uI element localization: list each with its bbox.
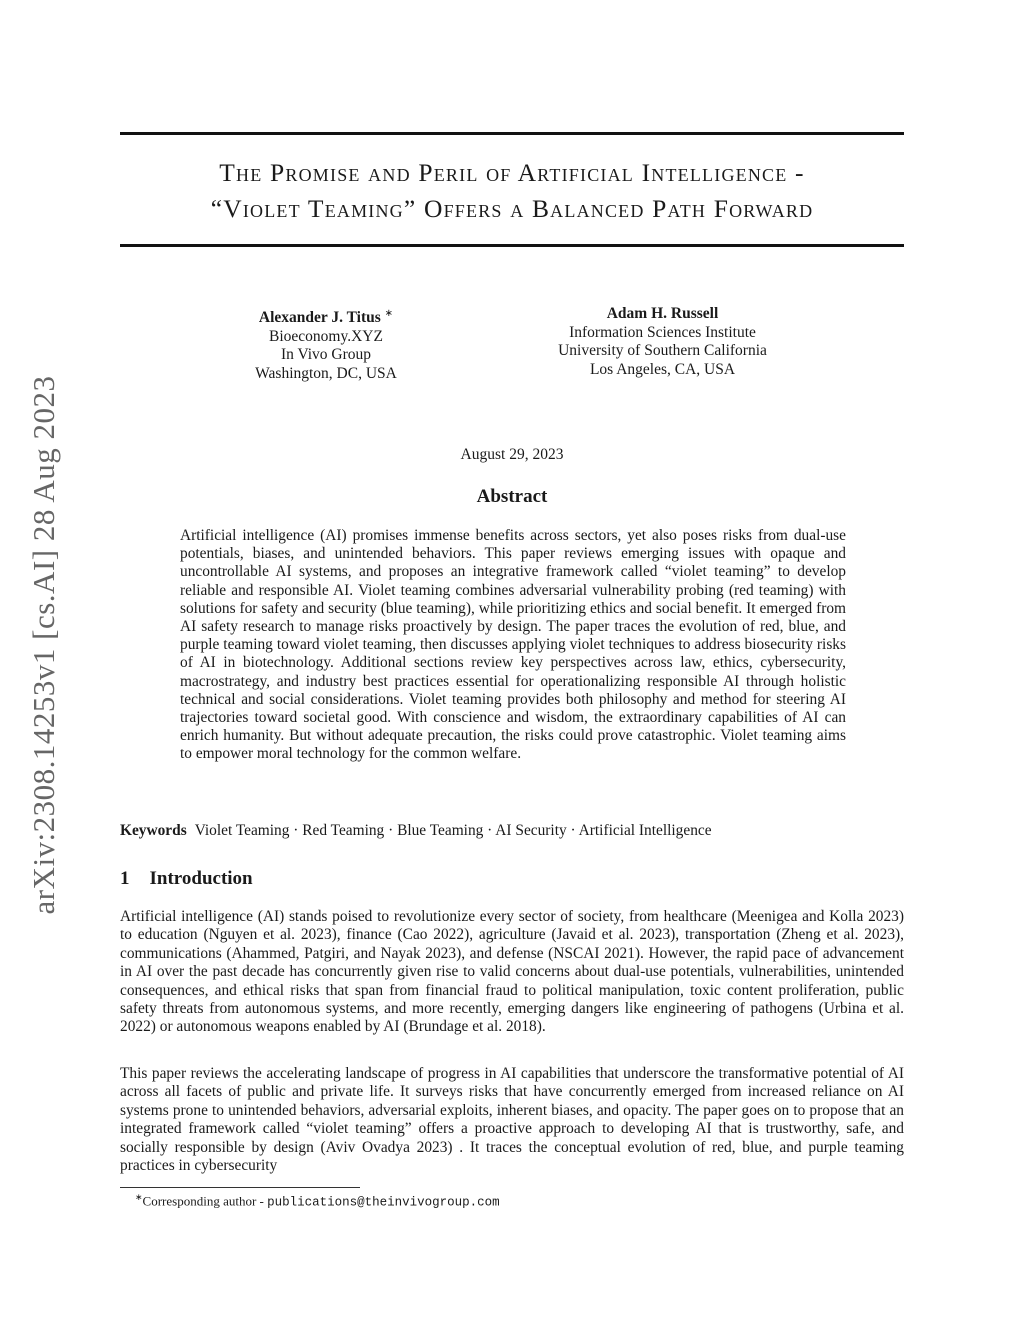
intro-paragraph-2: This paper reviews the accelerating landscape of progress in AI capabilities that underscore the transformative potential of AI across all facets of public and private life. It surveys risks that have concurrently emerged from increased reliance on AI systems prone to unintended behaviors, adversarial exploits, inherent biases, and opacity. The paper goes on to propose that an integrated framework called “violet teaming” offers a proactive approach to developing AI that is trustworthy, safe, and socially responsible by design (Aviv Ovadya 2023) . It traces the conceptual evolution of red, blue, and purple teaming practices in cybersecurity [120, 1065, 904, 1175]
author-footnote-mark: ∗ [384, 308, 394, 319]
arxiv-identifier: arXiv:2308.14253v1 [cs.AI] 28 Aug 2023 [26, 375, 61, 915]
paper-title [120, 155, 904, 227]
footnote-text: Corresponding author - [142, 1193, 268, 1209]
title-line-1: The Promise and Peril of Artificial Intelligence - [219, 158, 805, 187]
footnote-email: publications@theinvivogroup.com [267, 1195, 500, 1210]
section-number: 1 [120, 868, 130, 889]
abstract-text: Artificial intelligence (AI) promises immense benefits across sectors, yet also poses risks from dual-use potentials, biases, and unintended behaviors. This paper reviews emerging issues with opaque and uncontrollable AI systems, and proposes an integrative framework called “violet teaming” to develop reliable and responsible AI. Violet teaming combines adversarial vulnerability probing (red teaming) with solutions for safety and security (blue teaming), while prioritizing ethics and social benefit. It emerged from AI safety research to manage risks proactively by design. The paper traces the evolution of red, blue, and purple teaming toward violet teaming, then discusses applying violet techniques to address biosecurity risks of AI in biotechnology. Additional sections review key perspectives across law, ethics, cybersecurity, macrostrategy, and industry best practices essential for operationalizing responsible AI through holistic technical and social considerations. Violet teaming provides both philosophy and method for steering AI trajectories toward societal good. With conscience and wisdom, the extraordinary capabilities of AI can enrich humanity. But without adequate precaution, the risks could prove catastrophic. Violet teaming aims to empower moral technology for the common welfare. [180, 527, 846, 763]
footnote [135, 1192, 500, 1209]
author-name: Adam H. Russell [606, 305, 719, 322]
author-affiliation: In Vivo Group [280, 346, 372, 364]
author-block-russell [530, 305, 795, 379]
author-affiliation: Bioeconomy.XYZ [269, 327, 383, 345]
footnote-mark: ∗ [135, 1192, 143, 1202]
author-affiliation: University of Southern California [558, 342, 767, 359]
author-location: Los Angeles, CA, USA [589, 360, 736, 378]
title-line-2: “Violet Teaming” Offers a Balanced Path Forward [210, 194, 814, 223]
footnote-divider [120, 1187, 360, 1188]
title-rule-bottom [120, 244, 904, 247]
author-block-titus [210, 305, 442, 383]
title-rule-top [120, 132, 904, 135]
author-name: Alexander J. Titus [258, 309, 381, 327]
publication-date: August 29, 2023 [460, 446, 564, 463]
section-title: Introduction [149, 868, 253, 889]
keywords-list: Violet Teaming · Red Teaming · Blue Teaming · AI Security · Artificial Intelligence [194, 822, 712, 839]
author-affiliation: Information Sciences Institute [569, 323, 756, 341]
arxiv-side-stamp [20, 350, 68, 940]
intro-paragraph-1: Artificial intelligence (AI) stands poised to revolutionize every sector of society, from healthcare (Meenigea and Kolla 2023) to education (Nguyen et al. 2023), finance (Cao 2022), agriculture (Javaid et al. 2023), transportation (Zheng et al. 2023), communications (Ahammed, Patgiri, and Nayak 2023), and defense (NSCAI 2021). However, the rapid pace of advancement in AI over the past decade has concurrently given rise to valid concerns about dual-use potentials, vulnerabilities, unintended consequences, and ethical risks that span from financial fraud to political manipulation, toxic content proliferation, public safety threats from autonomous systems, and more recently, emerging dangers like engineering of pathogens (Urbina et al. 2022) or autonomous weapons enabled by AI (Brundage et al. 2018). [120, 908, 904, 1036]
keywords-line [120, 822, 904, 840]
abstract-heading: Abstract [476, 486, 548, 507]
keywords-label: Keywords [120, 822, 187, 839]
author-location: Washington, DC, USA [255, 364, 397, 382]
section-heading-introduction [120, 868, 253, 890]
